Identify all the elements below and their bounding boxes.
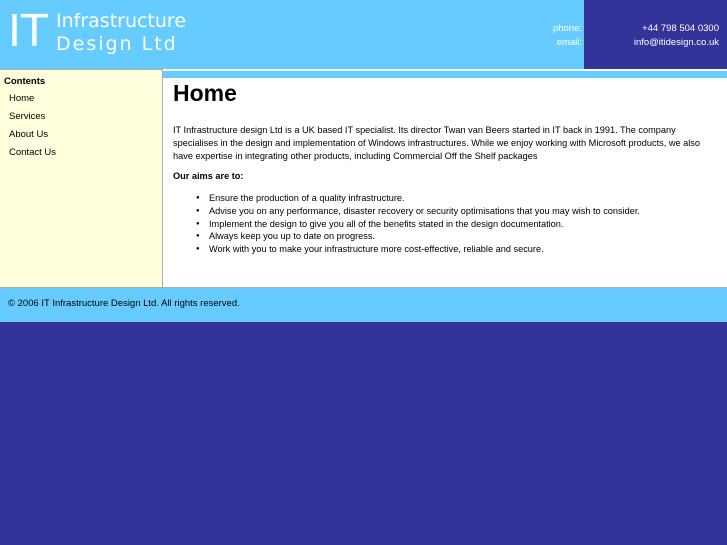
logo-line-2: Design Ltd [56,33,178,55]
logo-it-mark: IT [8,6,48,57]
logo-line-1: Infrastructure [56,10,187,32]
email-label: email: [556,37,582,48]
list-item: ● Advise you on any performance, disaster recovery or security optimisations that you may wish to consider. [209,205,640,218]
header [0,0,727,69]
email-link[interactable]: info@itidesign.co.uk [633,37,719,48]
aims-list [209,192,640,256]
content-top-stripe [163,71,727,78]
list-item: ● Ensure the production of a quality infrastructure. [209,192,640,205]
phone-label: phone: [552,23,582,34]
list-item: ● Always keep you up to date on progress. [209,230,640,243]
sidebar-title: Contents [4,76,46,87]
nav-item-about-us[interactable]: About Us [9,129,49,140]
aims-heading: Our aims are to: [173,171,244,181]
footer [0,287,727,322]
copyright-text: © 2006 IT Infrastructure Design Ltd. All rights reserved. [8,298,240,309]
nav-item-services[interactable]: Services [9,111,46,122]
contact-values [634,22,719,50]
list-item: ● Work with you to make your infrastructure more cost-effective, reliable and secure. [209,243,640,256]
page-title: Home [173,80,237,106]
sidebar [0,69,163,288]
nav-item-contact-us[interactable]: Contact Us [9,147,56,158]
phone-number: +44 798 504 0300 [642,23,719,34]
intro-paragraph: IT Infrastructure design Ltd is a UK based IT specialist. Its director Twan van Beers started in IT back in 1991. The company specialises in the design and implementation of Windows infrastructures. While we enjoy working with Microsoft products, we also have expertise in integrating other products, including Commercial Off the Shelf packages [173,125,700,161]
main-content [163,69,727,287]
contact-box [584,0,727,69]
nav-item-home[interactable]: Home [9,93,35,104]
contact-labels [520,22,582,50]
list-item: ● Implement the design to give you all of the benefits stated in the design documentation. [209,218,640,231]
